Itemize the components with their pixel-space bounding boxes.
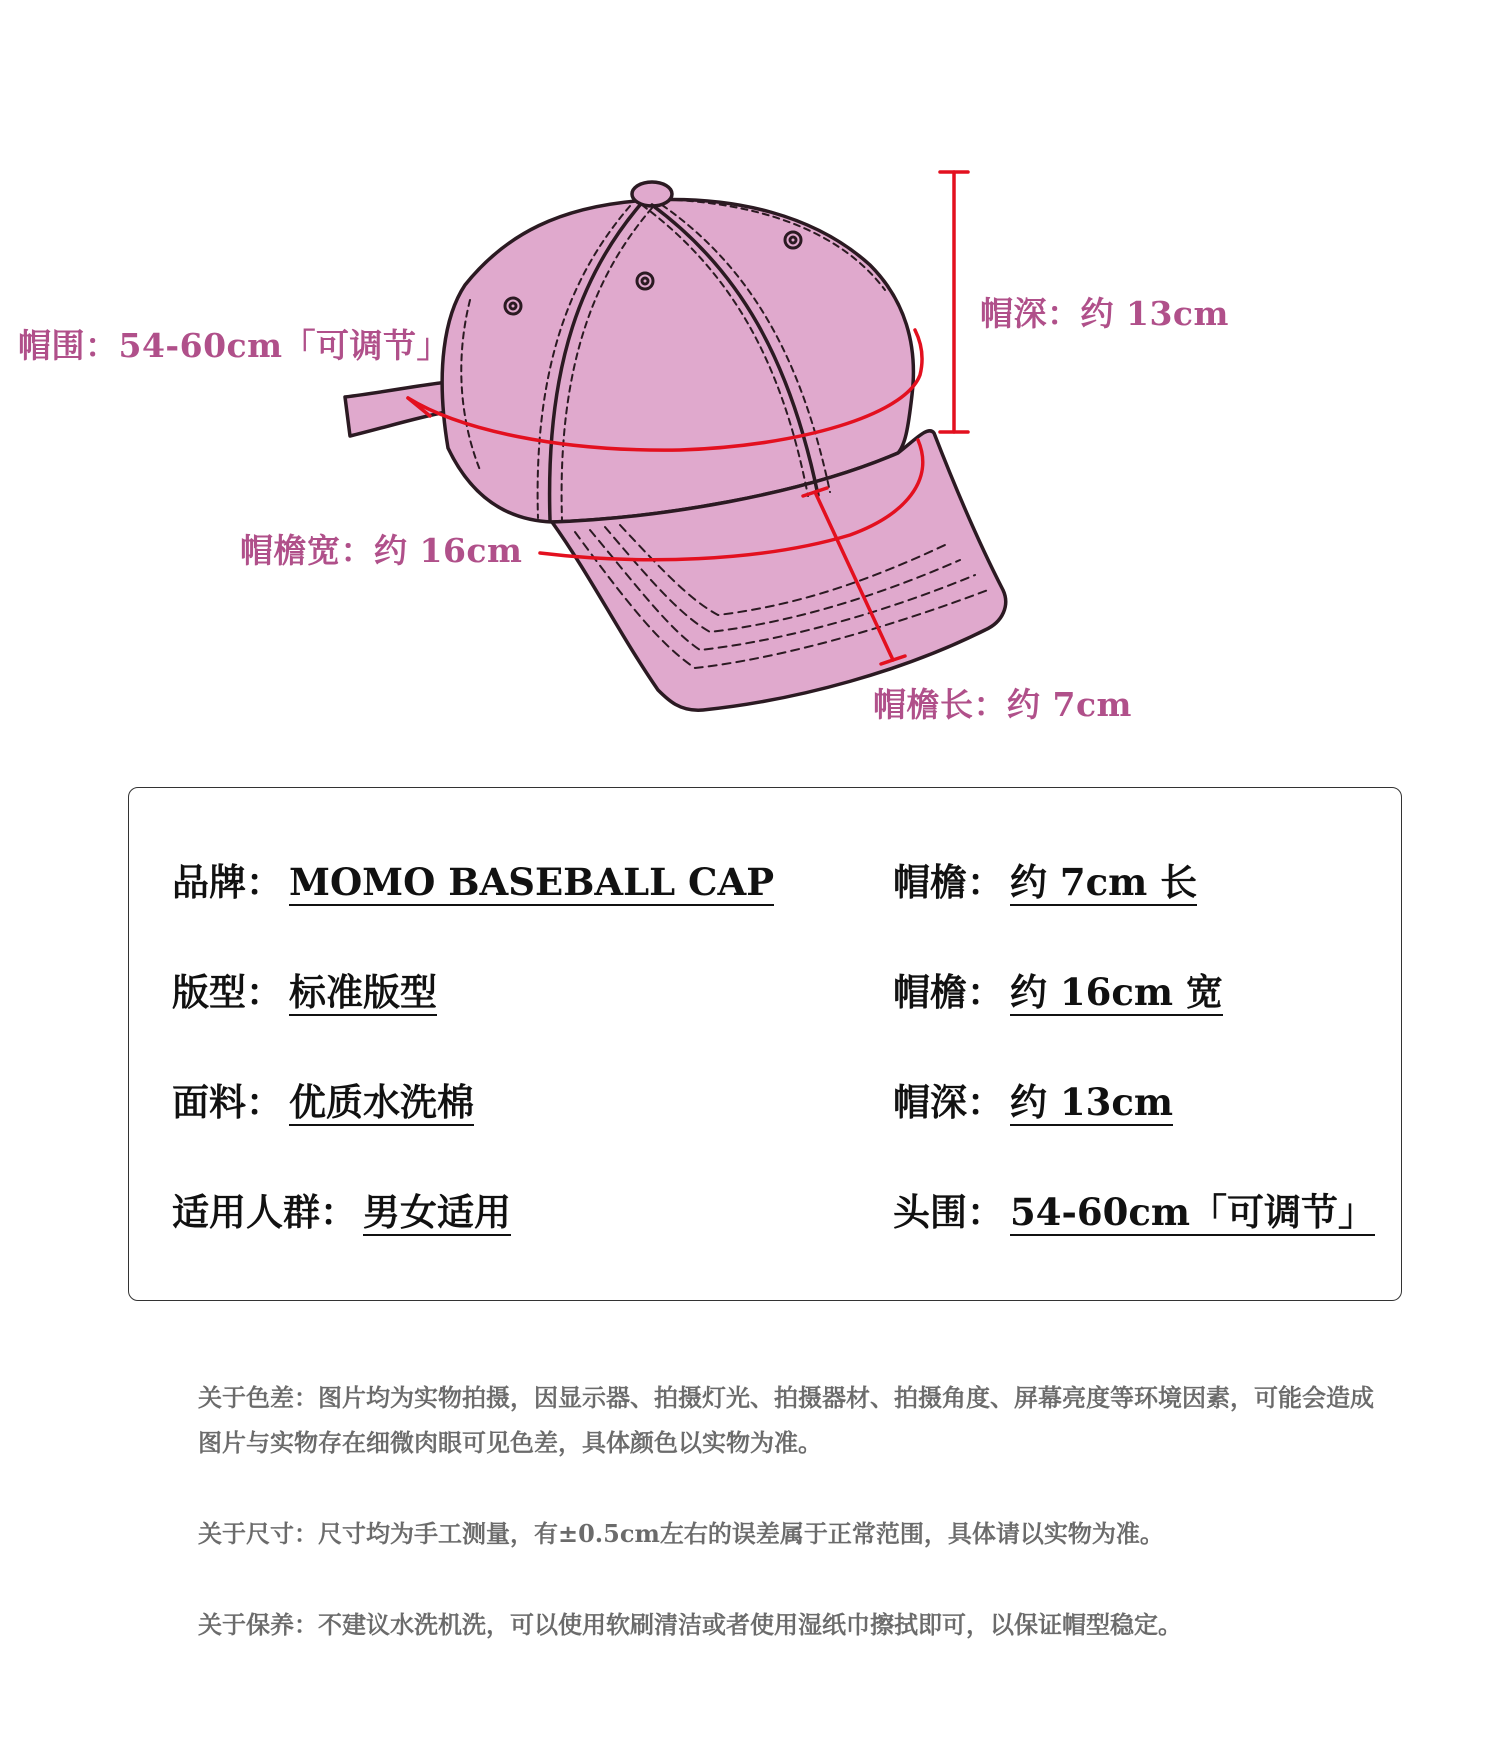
spec-fabric: [172, 1072, 474, 1126]
spec-fabric-key: 面料：: [172, 1080, 283, 1124]
spec-brand: [172, 852, 774, 906]
spec-head: [893, 1182, 1375, 1236]
spec-brim-length: [893, 852, 1197, 906]
notes: [198, 1375, 1378, 1693]
note-color: 关于色差：图片均为实物拍摄，因显示器、拍摄灯光、拍摄器材、拍摄角度、屏幕亮度等环境因素，可能会造成图片与实物存在细微肉眼可见色差，具体颜色以实物为准。: [198, 1383, 1374, 1457]
spec-depth-key: 帽深：: [893, 1080, 1004, 1124]
brim-width-label: 帽檐宽：约 16cm: [240, 531, 523, 570]
note-care: 关于保养：不建议水洗机洗，可以使用软刷清洁或者使用湿纸巾擦拭即可，以保证帽型稳定。: [198, 1610, 1182, 1639]
depth-label: 帽深：约 13cm: [980, 294, 1229, 333]
top-button: [632, 182, 672, 206]
cap-illustration: [345, 182, 1006, 710]
note-size: 关于尺寸：尺寸均为手工测量，有±0.5cm左右的误差属于正常范围，具体请以实物为准。: [198, 1519, 1164, 1548]
spec-audience: [172, 1182, 511, 1236]
spec-brim-length-value: 约 7cm 长: [1010, 860, 1198, 905]
spec-brand-key: 品牌：: [172, 860, 283, 904]
spec-brand-value: MOMO BASEBALL CAP: [289, 860, 775, 905]
spec-audience-key: 适用人群：: [172, 1190, 357, 1234]
spec-depth: [893, 1072, 1173, 1126]
spec-brim-width-value: 约 16cm 宽: [1010, 970, 1223, 1015]
spec-head-value: 54-60cm「可调节」: [1010, 1190, 1376, 1235]
spec-fit: [172, 962, 437, 1016]
spec-fabric-value: 优质水洗棉: [289, 1080, 474, 1125]
spec-fit-value: 标准版型: [289, 970, 437, 1015]
brim-length-label: 帽檐长：约 7cm: [873, 685, 1132, 724]
circumference-label: 帽围：54-60cm「可调节」: [18, 326, 451, 365]
spec-depth-value: 约 13cm: [1010, 1080, 1174, 1125]
spec-brim-width: [893, 962, 1223, 1016]
spec-fit-key: 版型：: [172, 970, 283, 1014]
spec-brim-width-key: 帽檐：: [893, 970, 1004, 1014]
cap-diagram: [0, 0, 1500, 760]
spec-head-key: 头围：: [893, 1190, 1004, 1234]
spec-brim-length-key: 帽檐：: [893, 860, 1004, 904]
spec-audience-value: 男女适用: [363, 1190, 511, 1235]
